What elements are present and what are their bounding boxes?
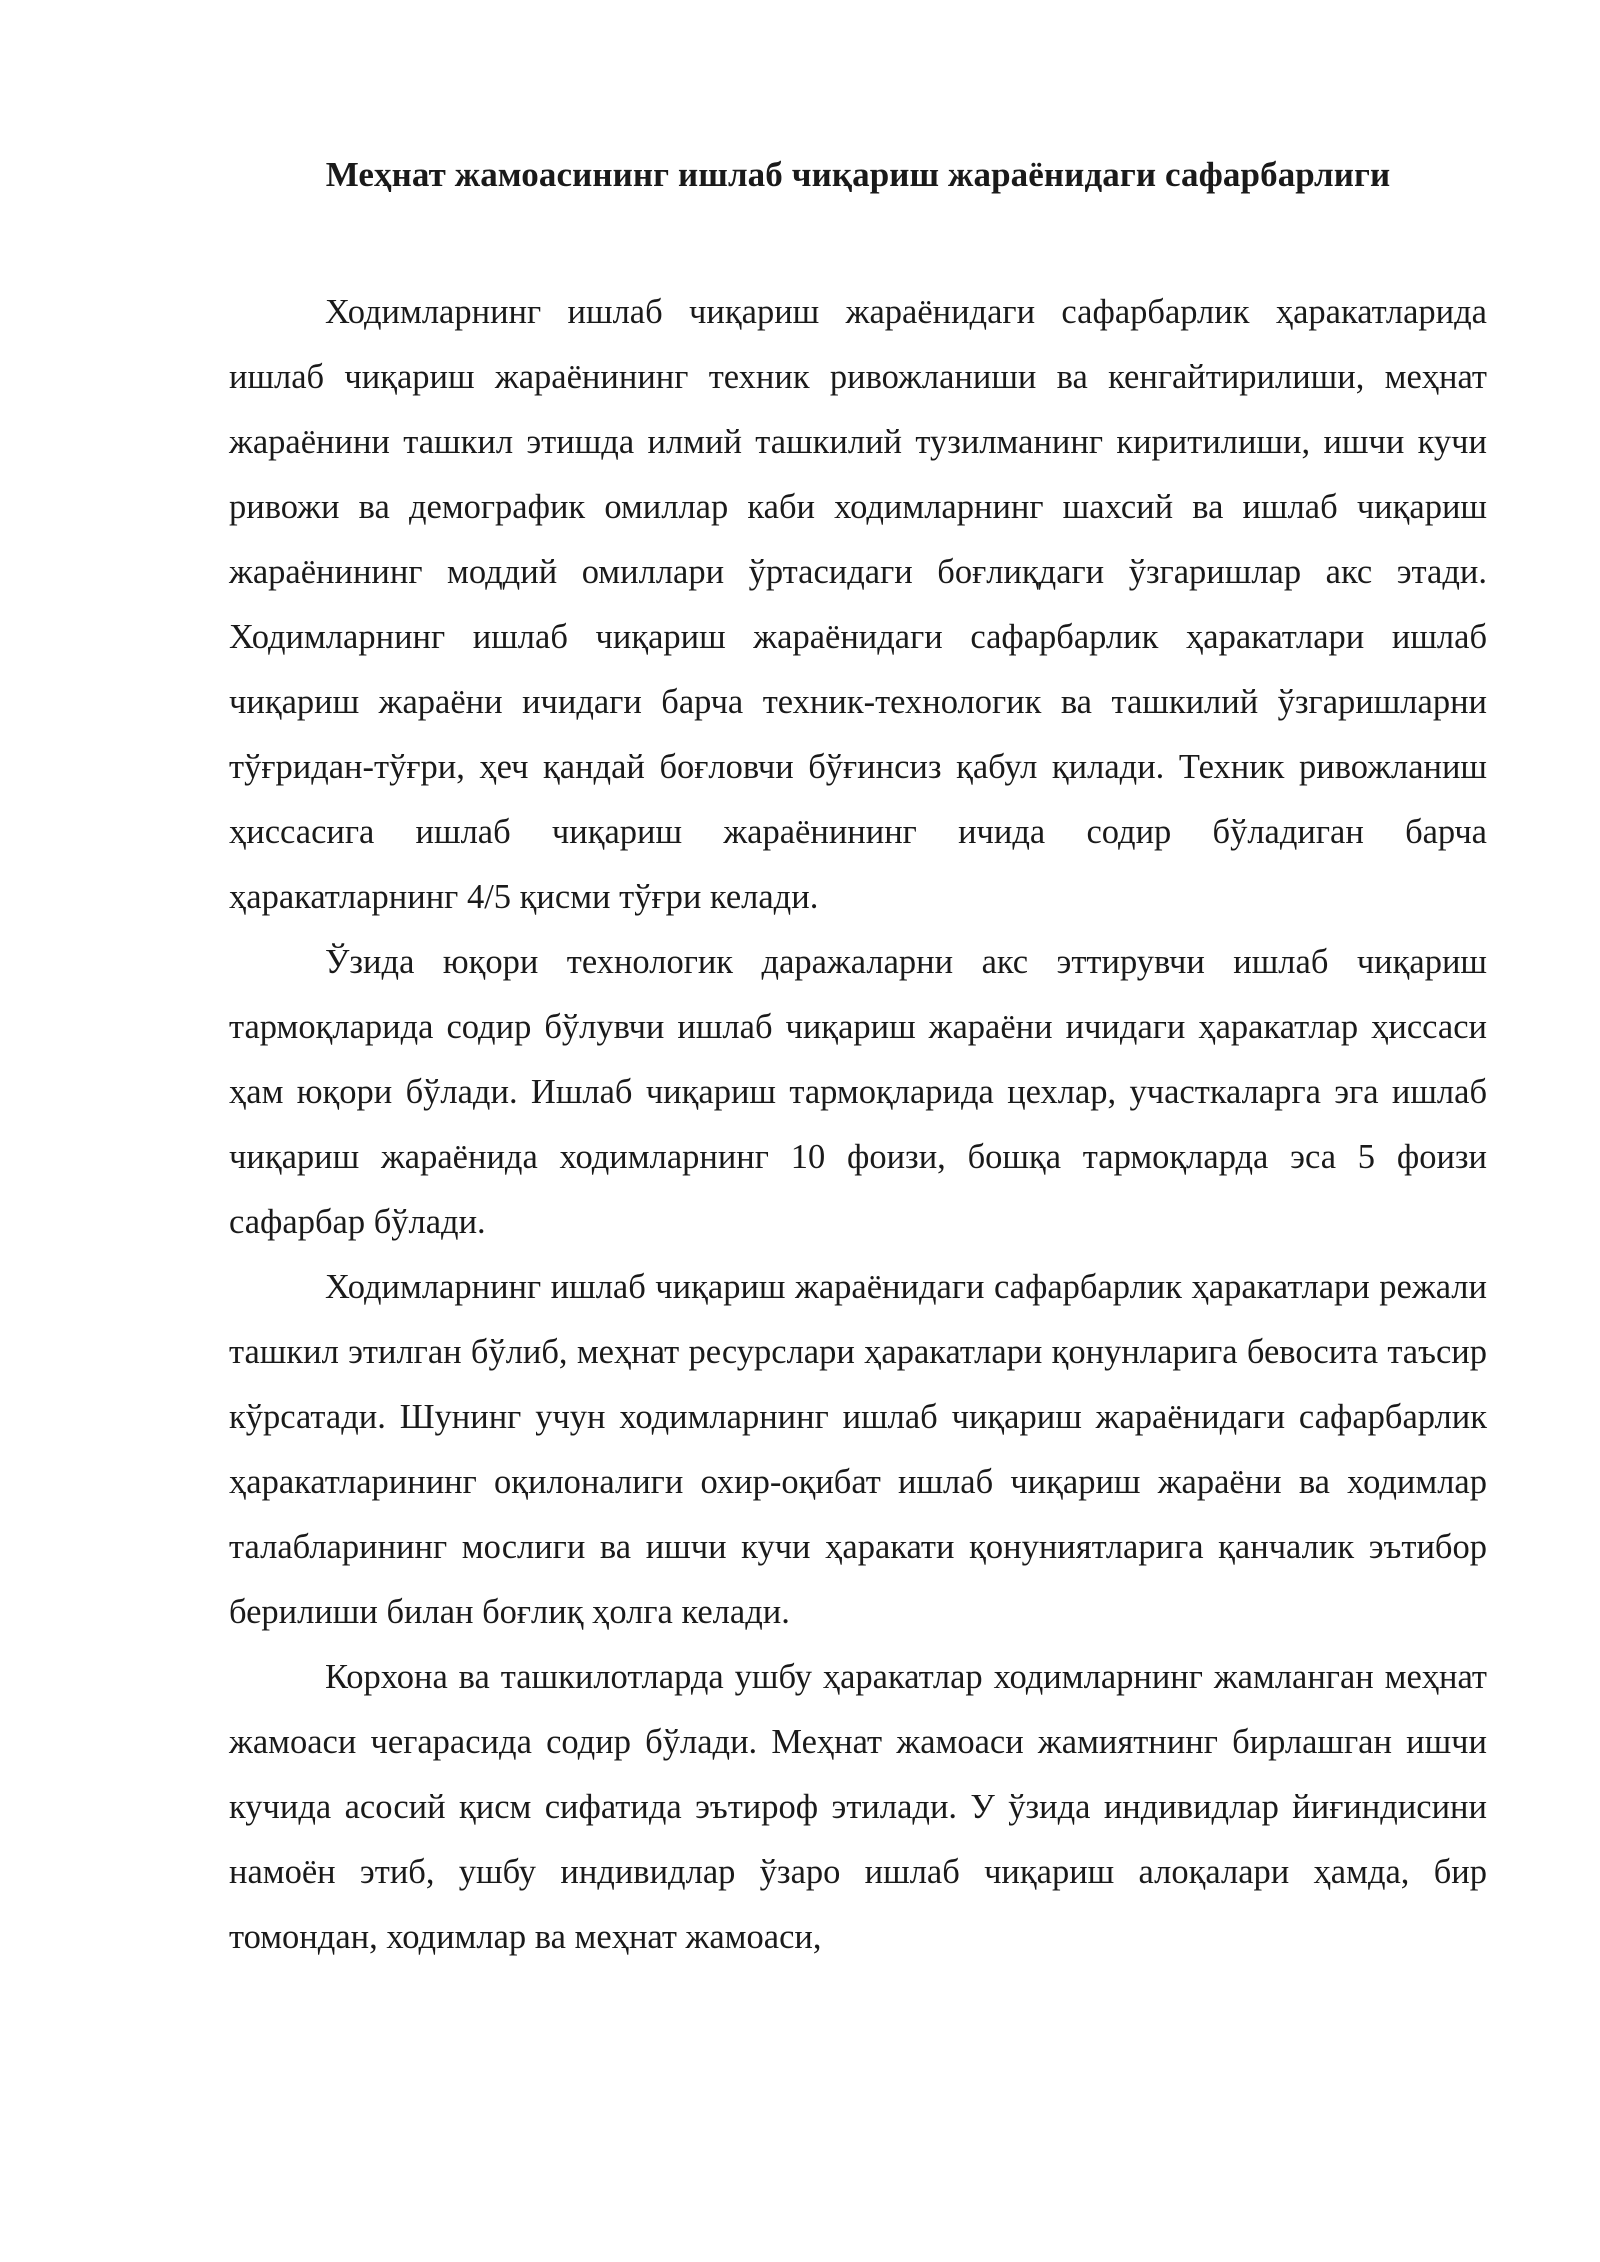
document-body (229, 280, 1487, 1970)
paragraph-2: Ўзида юқори технологик даражаларни акс эттирувчи ишлаб чиқариш тармоқларида содир бўлувчи ишлаб чиқариш жараёни ичидаги ҳаракатлар ҳиссаси ҳам юқори бўлади. Ишлаб чиқариш тармоқларида цехлар, участкаларга эга ишлаб чиқариш жараёнида ходимларнинг 10 фоизи, бошқа тармоқларда эса 5 фоизи сафарбар бўлади. (229, 943, 1487, 1241)
document-title: Меҳнат жамоасининг ишлаб чиқариш жараёнидаги сафарбарлиги (325, 155, 1391, 194)
paragraph-3: Ходимларнинг ишлаб чиқариш жараёнидаги сафарбарлик ҳаракатлари режали ташкил этилган бўлиб, меҳнат ресурслари ҳаракатлари қонунларига бевосита таъсир кўрсатади. Шунинг учун ходимларнинг ишлаб чиқариш жараёнидаги сафарбарлик ҳаракатларининг оқилоналиги охир-оқибат ишлаб чиқариш жараёни ва ходимлар талабларининг мослиги ва ишчи кучи ҳаракати қонуниятларига қанчалик эътибор берилиши билан боғлиқ ҳолга келади. (229, 1268, 1487, 1631)
paragraph-1: Ходимларнинг ишлаб чиқариш жараёнидаги сафарбарлик ҳаракатларида ишлаб чиқариш жараёнининг техник ривожланиши ва кенгайтирилиши, меҳнат жараёнини ташкил этишда илмий ташкилий тузилманинг киритилиши, ишчи кучи ривожи ва демографик омиллар каби ходимларнинг шахсий ва ишлаб чиқариш жараёнининг моддий омиллари ўртасидаги боғлиқдаги ўзгаришлар акс этади. Ходимларнинг ишлаб чиқариш жараёнидаги сафарбарлик ҳаракатлари ишлаб чиқариш жараёни ичидаги барча техник-технологик ва ташкилий ўзгаришларни тўғридан-тўғри, ҳеч қандай боғловчи бўғинсиз қабул қилади. Техник ривожланиш ҳиссасига ишлаб чиқариш жараёнининг ичида содир бўладиган барча ҳаракатларнинг 4/5 қисми тўғри келади. (229, 293, 1487, 916)
document-page (229, 150, 1487, 1970)
paragraph-4: Корхона ва ташкилотларда ушбу ҳаракатлар ходимларнинг жамланган меҳнат жамоаси чегарасида содир бўлади. Меҳнат жамоаси жамиятнинг бирлашган ишчи кучида асосий қисм сифатида эътироф этилади. У ўзида индивидлар йиғиндисини намоён этиб, ушбу индивидлар ўзаро ишлаб чиқариш алоқалари ҳамда, бир томондан, ходимлар ва меҳнат жамоаси, (229, 1658, 1487, 1956)
